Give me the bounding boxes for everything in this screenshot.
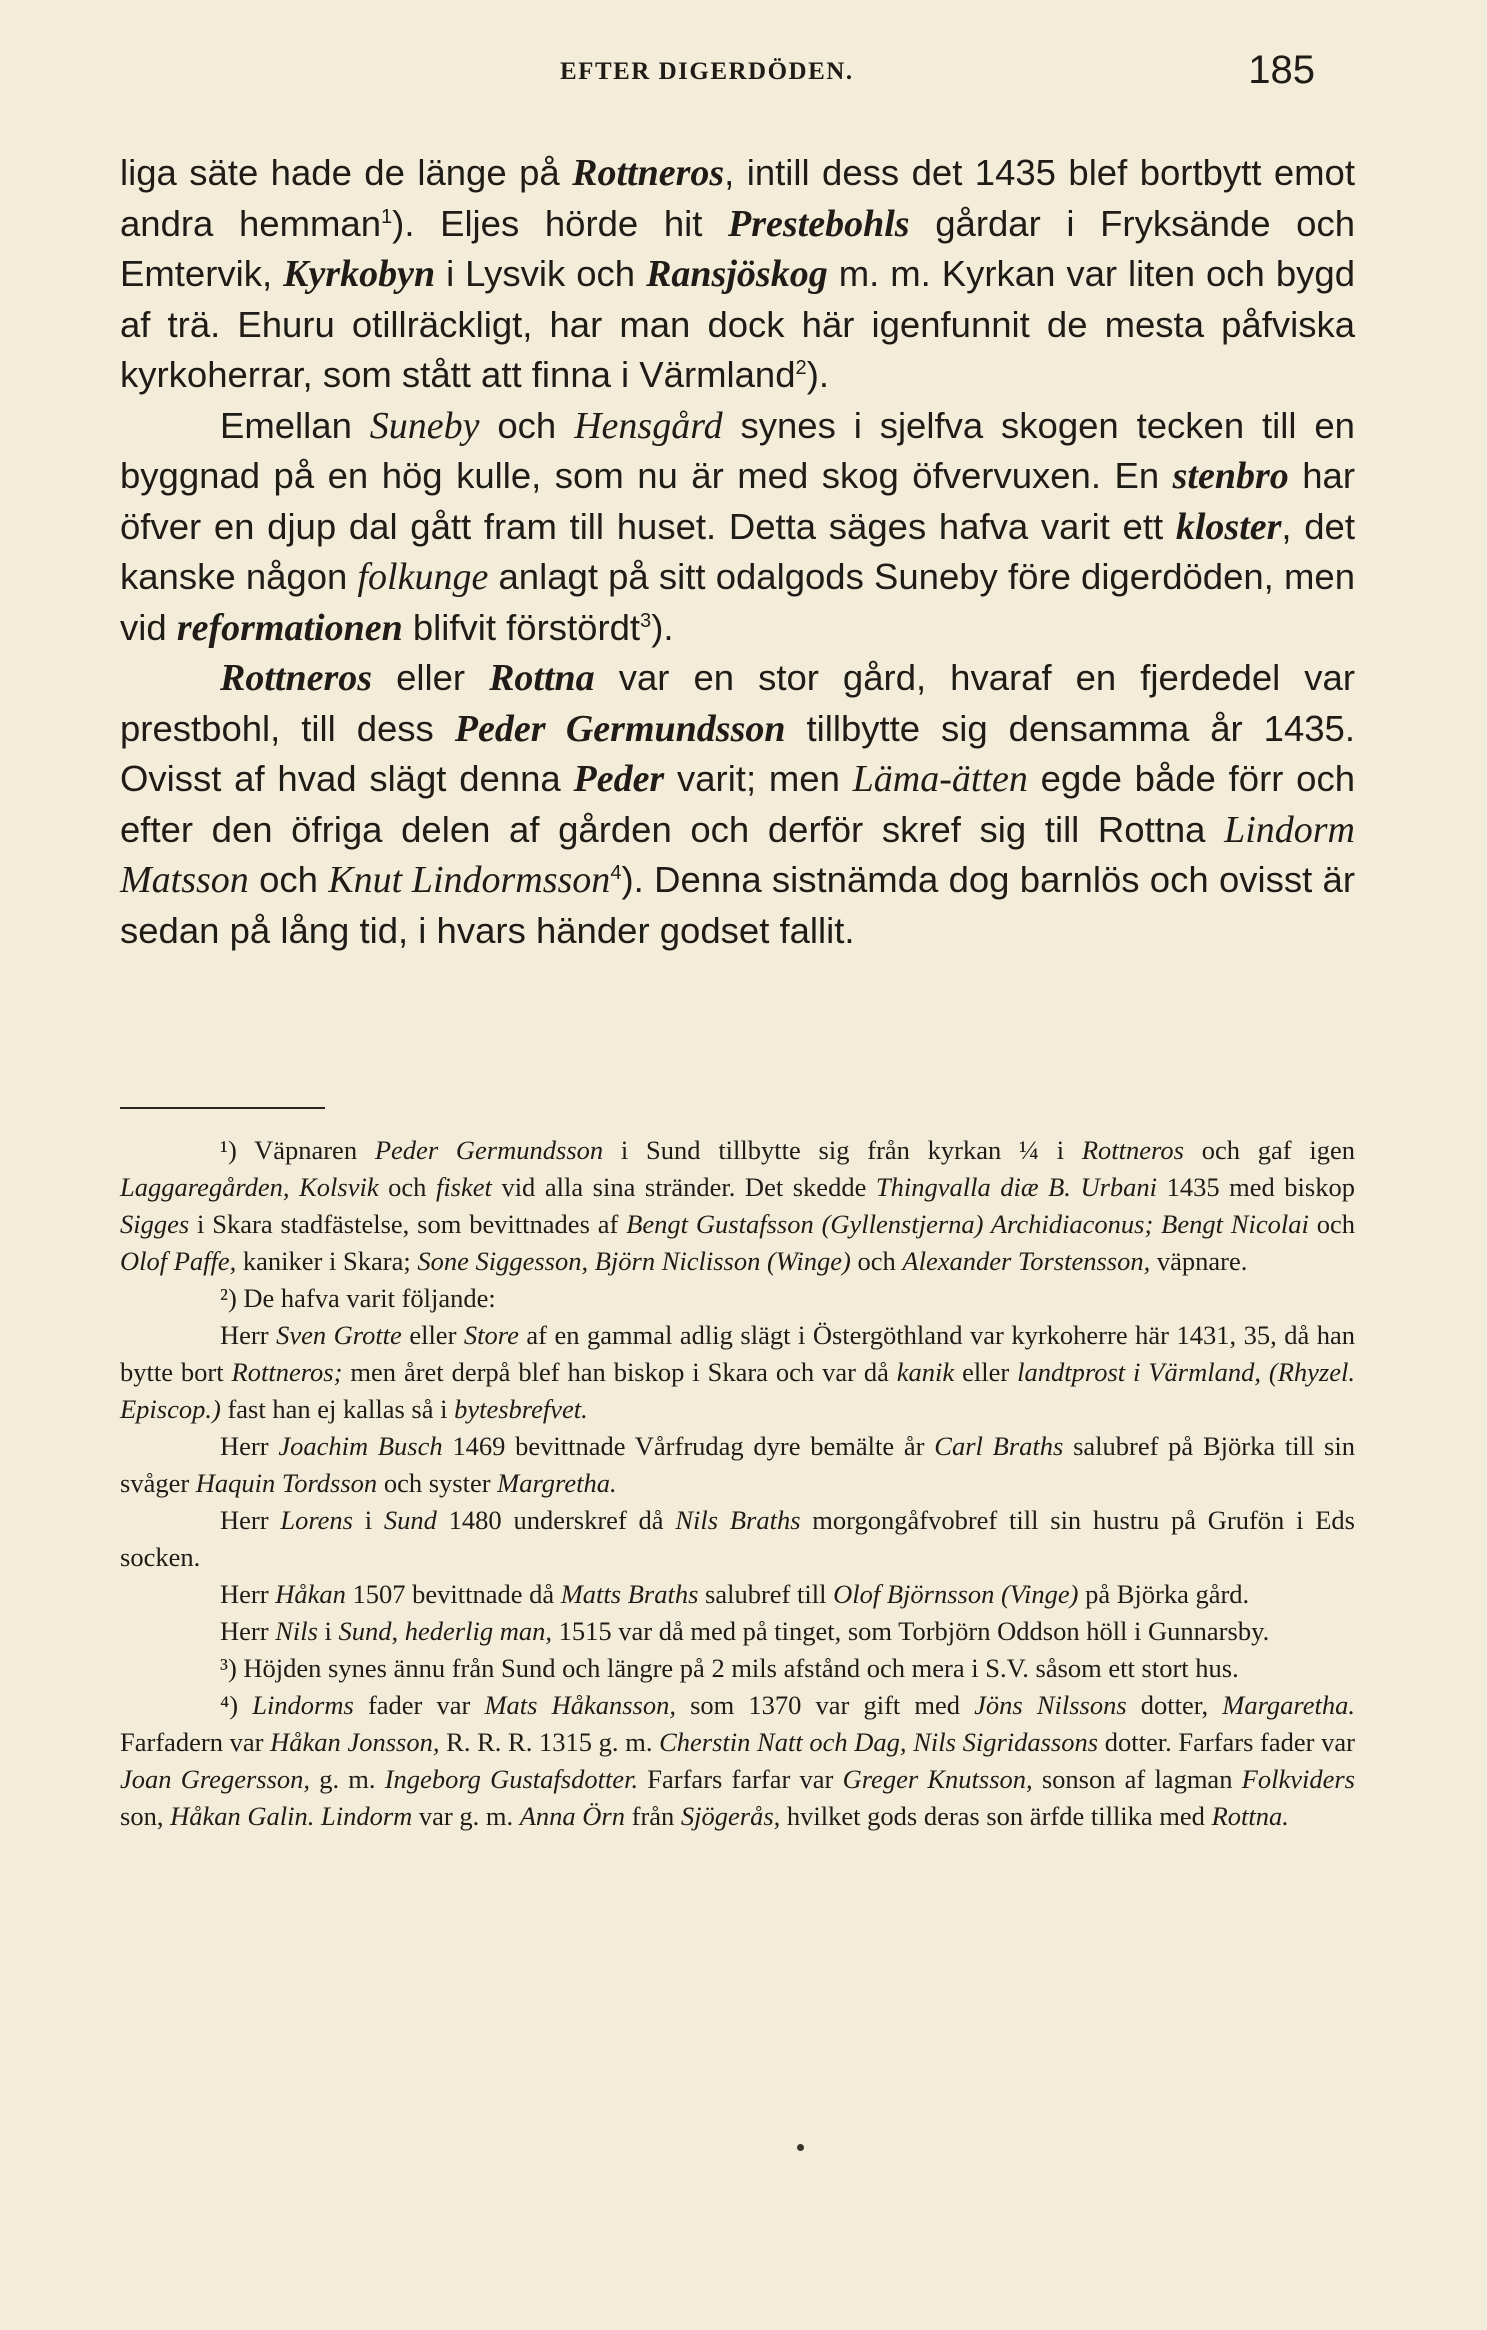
- text-run: ).: [806, 354, 829, 395]
- text-run: och syster: [377, 1468, 498, 1498]
- text-run: på Björka gård.: [1078, 1579, 1250, 1609]
- footnote-2-entry-e: [120, 1613, 1355, 1650]
- text-run: m. m. Kyrkan var liten och bygd af trä. Ehuru otillräckligt, har man dock här igenfunnit de mesta påfviska kyrkoherrar, som stått att finna i Värmland: [120, 253, 1355, 395]
- text-run: son,: [120, 1801, 171, 1831]
- text-run: i Lysvik och: [435, 253, 647, 294]
- footnote-ref-4: 4: [610, 861, 622, 884]
- italic-name: Peder: [573, 758, 665, 800]
- italic-name: Lorens: [280, 1505, 353, 1535]
- text-run: salubref till: [698, 1579, 834, 1609]
- text-run: ) Väpnaren: [227, 1135, 375, 1165]
- footnote-3: [120, 1650, 1355, 1687]
- text-run: Emellan: [220, 404, 370, 446]
- text-run: eller: [954, 1357, 1018, 1387]
- text-run: gårdar i Fryksände och Emtervik,: [120, 202, 1355, 294]
- italic-name: Nils: [275, 1616, 318, 1646]
- text-run: tillbytte sig densamma år 1435. Ovisst af hvad slägt denna: [120, 707, 1355, 799]
- paragraph-1: [120, 148, 1355, 401]
- text-run: R. R. R. 1315 g. m.: [439, 1727, 660, 1757]
- footnote-2-entry-b: [120, 1428, 1355, 1502]
- text-run: af en gammal adlig slägt i Östergöthland var kyrkoherre här 1431, 35, då han bytte bort: [120, 1320, 1355, 1387]
- italic-name: Läma-ätten: [852, 758, 1028, 800]
- italic-name: Prestebohls: [728, 202, 910, 245]
- footnote-mark: ⁴: [220, 1690, 230, 1720]
- text-run: som 1370 var gift med: [675, 1690, 975, 1720]
- paragraph-2: [120, 401, 1355, 654]
- italic-name: Joachim Busch: [278, 1431, 443, 1461]
- footnote-2-intro: [120, 1280, 1355, 1317]
- italic-name: Sone Siggesson, Björn Niclisson (Winge): [417, 1246, 851, 1276]
- text-run: dotter. Farfars fader var: [1098, 1727, 1355, 1757]
- page-number: 185: [1248, 48, 1315, 92]
- text-run: ). Denna sistnämda dog barnlös och ovisst är sedan på lång tid, i hvars händer godset fallit.: [120, 859, 1355, 951]
- italic-name: Bengt Gustafsson (Gyllenstjerna) Archidiaconus; Bengt Nicolai: [626, 1209, 1309, 1239]
- italic-name: Sigges: [120, 1209, 190, 1239]
- italic-name: Store: [463, 1320, 519, 1350]
- italic-name: Peder Germundsson: [454, 707, 786, 750]
- text-run: i Skara stadfästelse, som bevittnades af: [189, 1209, 627, 1239]
- text-run: och: [479, 404, 575, 446]
- footnote-ref-2: 2: [795, 356, 807, 379]
- italic-name: Sund: [383, 1505, 437, 1535]
- italic-term: reformationen: [176, 606, 403, 649]
- text-run: har öfver en djup dal gått fram till huset. Detta säges hafva varit ett: [120, 455, 1355, 547]
- italic-name: Ingeborg Gustafsdotter.: [384, 1764, 639, 1794]
- italic-name: Kyrkobyn: [283, 253, 436, 295]
- italic-name: Rottna.: [1211, 1801, 1289, 1831]
- text-run: dotter,: [1126, 1690, 1223, 1720]
- text-run: från: [625, 1801, 681, 1831]
- italic-name: Suneby: [369, 404, 480, 447]
- fraction: ¼: [1019, 1135, 1039, 1165]
- italic-name: Peder Germundsson: [374, 1135, 604, 1165]
- italic-name: Rottneros;: [231, 1357, 343, 1387]
- italic-term: kloster: [1175, 505, 1282, 548]
- italic-name: kanik: [896, 1357, 955, 1387]
- italic-term: folkunge: [357, 556, 489, 598]
- text-run: Herr: [220, 1320, 277, 1350]
- text-run: var g. m.: [412, 1801, 520, 1831]
- text-run: , intill dess det 1435 blef bortbytt emot andra hemman: [120, 152, 1355, 244]
- italic-name: Cherstin Natt och Dag, Nils Sigridassons: [659, 1727, 1099, 1757]
- text-run: Farfars farfar var: [638, 1764, 843, 1794]
- footnote-1: [120, 1132, 1355, 1280]
- text-run: Herr: [220, 1579, 276, 1609]
- italic-name: Folkviders: [1241, 1764, 1355, 1794]
- italic-name: Rottneros: [1081, 1135, 1184, 1165]
- italic-name: Lindorms: [252, 1690, 354, 1720]
- text-run: 1515 var då med på tinget, som Torbjörn Oddson höll i Gunnarsby.: [551, 1616, 1270, 1646]
- footnote-2-entry-c: [120, 1502, 1355, 1576]
- text-run: eller: [372, 657, 490, 698]
- italic-name: Håkan: [275, 1579, 346, 1609]
- text-run: och gaf igen: [1183, 1135, 1355, 1165]
- text-run: 1469 bevittnade Vårfrudag dyre bemälte år: [442, 1431, 935, 1461]
- italic-name: Rottneros: [220, 657, 373, 699]
- italic-name: Margaretha.: [1222, 1690, 1356, 1720]
- text-run: g. m.: [310, 1764, 385, 1794]
- italic-name: fisket: [435, 1172, 492, 1202]
- italic-name: Mats Håkansson,: [484, 1690, 676, 1720]
- italic-name: landtprost i Värmland, (Rhyzel. Episcop.): [120, 1357, 1355, 1424]
- text-run: ): [229, 1690, 253, 1720]
- text-run: och: [378, 1172, 436, 1202]
- italic-term: stenbro: [1172, 455, 1289, 497]
- text-run: Herr: [220, 1431, 279, 1461]
- footnote-2-entry-a: [120, 1317, 1355, 1428]
- running-head: EFTER DIGERDÖDEN.: [560, 58, 854, 85]
- text-run: 1507 bevittnade då: [345, 1579, 561, 1609]
- italic-name: Greger Knutsson,: [842, 1764, 1033, 1794]
- main-text: [120, 148, 1355, 956]
- italic-name: Olof Björnsson (Vinge): [833, 1579, 1079, 1609]
- italic-name: Lindorm Matsson: [120, 808, 1355, 901]
- italic-name: Rottneros: [572, 152, 725, 194]
- text-run: varit; men: [664, 758, 853, 799]
- italic-name: Anna Örn: [519, 1801, 625, 1831]
- text-run: och: [1308, 1209, 1355, 1239]
- text-run: blifvit förstördt: [402, 606, 641, 648]
- text-run: vid alla sina stränder. Det skedde: [491, 1172, 876, 1202]
- text-run: kaniker i Skara;: [236, 1246, 418, 1276]
- text-run: i: [317, 1616, 339, 1646]
- text-run: men året derpå blef han biskop i Skara och var då: [342, 1357, 897, 1387]
- italic-name: Sund, hederlig man,: [338, 1616, 552, 1646]
- text-run: och: [850, 1246, 903, 1276]
- text-run: liga säte hade de länge på: [120, 152, 573, 193]
- footnote-ref-3: 3: [640, 609, 652, 632]
- text-run: Herr: [220, 1616, 276, 1646]
- footnote-4: [120, 1687, 1355, 1835]
- text-run: Herr: [220, 1505, 281, 1535]
- text-run: eller: [401, 1320, 464, 1350]
- footnote-2-entry-d: [120, 1576, 1355, 1613]
- text-run: ) Höjden synes ännu från Sund och längre på 2 mils afstånd och mera i S.V. såsom ett stort hus.: [227, 1653, 1239, 1683]
- italic-name: bytesbrefvet.: [454, 1394, 588, 1424]
- text-run: hvilket gods deras son ärfde tillika med: [780, 1801, 1212, 1831]
- text-run: ). Eljes hörde hit: [392, 202, 729, 244]
- italic-name: Laggaregården, Kolsvik: [120, 1172, 379, 1202]
- text-run: i: [352, 1505, 384, 1535]
- italic-name: Rottna: [489, 657, 595, 699]
- italic-name: Haquin Tordsson: [195, 1468, 378, 1498]
- page-header: [120, 48, 1315, 102]
- italic-name: Carl Braths: [934, 1431, 1064, 1461]
- text-run: sonson af lagman: [1032, 1764, 1242, 1794]
- footnote-ref-1: 1: [381, 205, 393, 228]
- paragraph-3: [120, 653, 1355, 956]
- italic-name: Nils Braths: [675, 1505, 801, 1535]
- italic-name: Joan Gregersson,: [120, 1764, 311, 1794]
- text-run: var en stor gård, hvaraf en fjerdedel var prestbohl, till dess: [120, 657, 1355, 749]
- text-run: i: [1038, 1135, 1082, 1165]
- footnote-divider: [120, 1107, 325, 1109]
- text-run: i Sund tillbytte sig från kyrkan: [603, 1135, 1020, 1165]
- text-run: ).: [651, 606, 674, 648]
- footnote-mark: ¹: [220, 1135, 228, 1165]
- footnote-mark: ²: [220, 1283, 228, 1313]
- text-run: salubref på Björka till sin svåger: [120, 1431, 1355, 1498]
- text-run: väpnare.: [1150, 1246, 1248, 1276]
- italic-name: Margretha.: [497, 1468, 617, 1498]
- footnotes: [120, 1132, 1355, 1835]
- text-run: fader var: [353, 1690, 485, 1720]
- italic-name: Sjögerås,: [680, 1801, 781, 1831]
- text-run: Farfadern var: [120, 1727, 271, 1757]
- text-run: 1435 med biskop: [1157, 1172, 1355, 1202]
- text-run: 1480 underskref då: [436, 1505, 676, 1535]
- italic-name: Knut Lindormsson: [328, 859, 611, 901]
- italic-name: Jöns Nilssons: [974, 1690, 1127, 1720]
- italic-name: Sven Grotte: [276, 1320, 402, 1350]
- text-run: egde både förr och efter den öfriga delen af gården och derför skref sig till Rottna: [120, 758, 1356, 850]
- italic-name: Thingvalla diæ B. Urbani: [875, 1172, 1158, 1202]
- italic-name: Matts Braths: [560, 1579, 699, 1609]
- text-run: ) De hafva varit följande:: [227, 1283, 496, 1313]
- text-run: synes i sjelfva skogen tecken till en byggnad på en hög kulle, som nu är med skog öfvervuxen. En: [120, 404, 1355, 496]
- text-run: , det kanske någon: [120, 505, 1355, 597]
- footnote-mark: ³: [220, 1653, 228, 1683]
- italic-name: Ransjöskog: [646, 253, 828, 295]
- text-run: och: [248, 859, 329, 900]
- text-run: fast han ej kallas så i: [220, 1394, 455, 1424]
- text-run: anlagt på sitt odalgods Suneby före digerdöden, men vid: [120, 556, 1355, 648]
- text-run: morgongåfvobref till sin hustru på Grufön i Eds socken.: [120, 1505, 1355, 1572]
- italic-name: Håkan Jonsson,: [270, 1727, 440, 1757]
- ink-dot: [797, 2144, 804, 2151]
- italic-name: Olof Paffe,: [120, 1246, 237, 1276]
- italic-name: Håkan Galin. Lindorm: [170, 1801, 413, 1831]
- italic-name: Alexander Torstensson,: [902, 1246, 1151, 1276]
- italic-name: Hensgård: [574, 404, 723, 447]
